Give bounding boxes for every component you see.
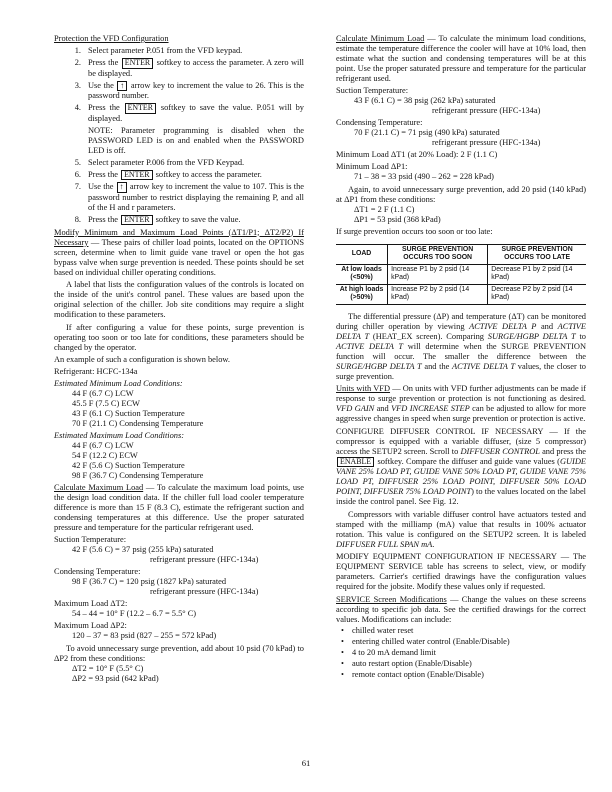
value-line <box>72 461 304 471</box>
italic-text: SURGE/HGBP DELTA T <box>336 361 422 371</box>
list-item-text <box>88 170 304 181</box>
value-continuation-line <box>432 106 586 116</box>
text-run: Refrigerant: HCFC-134a <box>54 366 138 376</box>
label-line <box>54 535 304 545</box>
italic-text: GUIDE VANE 25% LOAD PT, GUIDE VANE 50% LOAD PT, GUIDE VANE 75% LOAD PT, DIFFUSER 25% LOAD POINT, DIFFUSER 50% LOAD POINT, DIFFUSER 75% LOAD POINT <box>336 456 586 496</box>
text-run: can be adjusted to allow for more aggressive changes in speed when surge prevention or protection is active. <box>336 404 586 423</box>
text-run: 70 F (21.1 C) Condensing Temperature <box>72 418 204 428</box>
list-item-text <box>88 182 304 213</box>
text-run: A label that lists the configuration values of the controls is located on the inside of the unit's control panel. These values are based upon the original selection of the chiller. Job site conditions may require a slight modification to these parameters. <box>54 280 304 319</box>
italic-text: DIFFUSER CONTROL <box>460 446 540 456</box>
text-run: MODIFY EQUIPMENT CONFIGURATION IF NECESSARY — The EQUIPMENT SERVICE table has screens to select, view, or modify parameters. Carrier's certified drawings have the configuration values required for the jobsite. Modify these values only if requested. <box>336 552 586 591</box>
text-run: Maximum Load ΔT2: <box>54 599 128 608</box>
underlined-heading-text: Modify Minimum and Maximum Load Points (ΔT1/P1; ΔT2/P2) If Necessary <box>54 227 304 247</box>
list-number: 8. <box>74 214 81 224</box>
bullet-icon: • <box>341 636 344 646</box>
list-item-text <box>88 81 304 102</box>
value-line <box>72 674 304 684</box>
underlined-heading-text: Calculate Minimum Load <box>336 34 425 43</box>
text-run: Minimum Load ΔT1 (at 20% Load): 2 F (1.1 C) <box>336 150 498 159</box>
text-run: 54 – 44 = 10° F (12.2 – 6.7 = 5.5° C) <box>72 609 197 618</box>
softkey-label-box: ENTER <box>125 103 156 114</box>
list-item <box>54 182 304 213</box>
text-run: remote contact option (Enable/Disable) <box>352 669 484 679</box>
text-run: — To calculate the minimum load conditions, estimate the temperature difference the cooler will have at 10% load, then estimate what the suction and condensing temperatures will be at this point. Use the proper saturated pressure and temperature for the particular refrigerant used. <box>336 34 586 83</box>
text-run: — To calculate the maximum load points, use the design load condition data. If the chiller full load cooler temperature difference is more than 15 F (8.3 C), estimate the refrigerant suction and condensing temperatures at this difference. Use the proper saturated pressure and temperature for the particular refrigerant used. <box>54 483 304 532</box>
text-run: ΔT1 = 2 F (1.1 C) <box>354 204 415 214</box>
table-body <box>336 264 586 304</box>
text-run: values, the closer to surge prevention. <box>336 361 586 381</box>
text-run: will determine when the SURGE PREVENTION function will occur. The smaller the difference between the <box>336 341 586 361</box>
value-line <box>72 399 304 409</box>
left-column <box>54 34 304 684</box>
list-number: 4. <box>74 103 81 112</box>
load-cell: At low loads (<50%) <box>336 264 388 284</box>
text-run: Maximum Load ΔP2: <box>54 621 127 630</box>
list-number: 3. <box>74 80 81 90</box>
list-item-text <box>88 58 304 79</box>
text-run: arrow key to increment the value to 26. This is the password number. <box>88 80 304 100</box>
bullet-text <box>352 648 586 658</box>
list-item-text <box>88 103 304 124</box>
text-run: If surge prevention occurs too soon or too late: <box>336 226 493 236</box>
italic-text: Estimated Minimum Load Conditions: <box>54 378 183 388</box>
softkey-label-box: ENTER <box>121 215 152 226</box>
value-line <box>72 664 304 674</box>
underlined-heading-text: Calculate Maximum Load <box>54 483 144 492</box>
italic-text: ACTIVE DELTA P <box>469 321 537 331</box>
text-run: softkey. Compare the diffuser and guide vane values ( <box>375 456 560 466</box>
surge-prevention-table <box>336 244 586 305</box>
value-line <box>72 631 304 641</box>
list-item <box>54 158 304 168</box>
text-run: Condensing Temperature: <box>54 567 141 576</box>
text-run: To avoid unnecessary surge prevention, add about 10 psid (70 kPad) to ΔP2 from these conditions: <box>54 643 304 663</box>
list-item <box>54 81 304 102</box>
softkey-label-box: ENABLE <box>337 457 374 468</box>
paragraph <box>54 228 304 278</box>
bullet-item <box>336 626 586 636</box>
italic-text: VFD GAIN <box>336 404 375 413</box>
value-continuation-line <box>150 555 304 565</box>
paragraph <box>54 280 304 320</box>
underlined-heading-text: Units with VFD <box>336 384 391 393</box>
text-run: — On units with VFD further adjustments can be made if response to surge prevention or protection is not functioning as desired. <box>336 384 587 403</box>
text-run: — These pairs of chiller load points, located on the OPTIONS screen, determine when to limit guide vane travel or open the hot gas bypass valve when surge prevention is needed. These points should be set based on individual chiller operating conditions. <box>54 237 304 277</box>
bullet-icon: • <box>341 625 344 635</box>
text-run: to <box>575 331 586 341</box>
text-run: Condensing Temperature: <box>336 118 423 127</box>
bullet-icon: • <box>341 658 344 668</box>
text-run: (HEAT_EX screen). Comparing <box>369 331 488 341</box>
text-run: 120 – 37 = 83 psid (827 – 255 = 572 kPad) <box>72 631 217 640</box>
label-line <box>336 86 586 96</box>
text-run: chilled water reset <box>352 625 414 635</box>
text-run: Suction Temperature: <box>54 535 127 544</box>
section-heading <box>54 34 304 44</box>
paragraph <box>336 552 586 592</box>
bullet-icon: • <box>341 647 344 657</box>
value-line <box>354 215 586 225</box>
paragraph <box>54 323 304 353</box>
text-run: 42 F (5.6 C) Suction Temperature <box>72 460 185 470</box>
value-line <box>72 419 304 429</box>
underlined-heading-text: Protection the VFD Configuration <box>54 34 169 43</box>
text-run: softkey to access the parameter. <box>153 169 262 179</box>
italic-text: VFD INCREASE STEP <box>391 404 470 413</box>
label-line <box>336 227 586 237</box>
value-line <box>72 577 304 587</box>
text-run: and the <box>421 361 453 371</box>
label-line <box>336 150 586 160</box>
value-line <box>354 205 586 215</box>
paragraph <box>336 34 586 84</box>
paragraph <box>336 384 586 424</box>
text-run: 71 – 38 = 33 psid (490 – 262 = 228 kPad) <box>354 172 494 181</box>
note-paragraph <box>88 126 304 156</box>
underlined-heading-text: SERVICE Screen Modifications <box>336 594 447 604</box>
bullet-text <box>352 637 586 647</box>
paragraph <box>54 644 304 664</box>
text-run: 4 to 20 mA demand limit <box>352 647 436 657</box>
up-arrow-key-box: ↑ <box>117 182 127 193</box>
text-run: CONFIGURE DIFFUSER CONTROL IF NECESSARY — If the compressor is equipped with a variable diffuser, (size 5 compressor) access the SETUP2 screen. Scroll to <box>336 426 586 456</box>
table-header-row <box>336 244 586 264</box>
list-number: 6. <box>74 169 81 179</box>
text-run: Select parameter P.006 from the VFD Keypad. <box>88 157 245 167</box>
label-line <box>54 367 304 377</box>
list-item-text <box>88 215 304 226</box>
text-run: ) to the values located on the label inside the control panel. See Fig. 12. <box>336 487 586 506</box>
italic-text: ACTIVE DELTA T <box>336 321 587 341</box>
table-header-cell: LOAD <box>336 244 388 264</box>
italic-text: ACTIVE DELTA T <box>336 341 404 351</box>
label-line <box>336 118 586 128</box>
value-line <box>72 451 304 461</box>
text-run: 42 F (5.6 C) = 37 psig (255 kPa) saturated <box>72 545 214 554</box>
paragraph <box>336 185 586 205</box>
value-line <box>354 128 586 138</box>
bullet-item <box>336 648 586 658</box>
label-line <box>336 162 586 172</box>
text-run: Use the <box>88 80 117 90</box>
paragraph <box>336 427 586 508</box>
list-number: 7. <box>74 182 81 191</box>
text-run: ΔP1 = 53 psid (368 kPad) <box>354 214 441 224</box>
text-run: Again, to avoid unnecessary surge prevention, add 20 psid (140 kPad) at ΔP1 from these conditions: <box>336 184 586 204</box>
text-run: An example of such a configuration is shown below. <box>54 354 230 364</box>
text-run: . <box>432 539 435 549</box>
text-run: entering chilled water control (Enable/Disable) <box>352 636 510 646</box>
value-line <box>354 172 586 182</box>
text-run: If after configuring a value for these points, surge prevention is operating too soon or too late for conditions, these parameters should be changed by the operator. <box>54 322 304 352</box>
text-run: refrigerant pressure (HFC-134a) <box>150 587 259 596</box>
list-item <box>54 170 304 181</box>
up-arrow-key-box: ↑ <box>117 81 127 92</box>
italic-text: ACTIVE DELTA T <box>452 361 516 371</box>
text-run: arrow key to increment the value to 107. This is the password number to restrict displaying the remaining P, and all of the H and r parameters. <box>88 182 304 212</box>
bullet-text <box>352 670 586 680</box>
load-cell: At high loads (>50%) <box>336 284 388 304</box>
value-line <box>72 441 304 451</box>
italic-text: Estimated Maximum Load Conditions: <box>54 430 185 440</box>
bullet-text <box>352 659 586 669</box>
text-run: Press the <box>88 214 121 224</box>
text-run: 98 F (36.7 C) Condensing Temperature <box>72 470 204 480</box>
paragraph <box>336 510 586 550</box>
list-item <box>54 46 304 56</box>
value-line <box>72 545 304 555</box>
value-line <box>72 389 304 399</box>
text-run: and press the <box>539 446 586 456</box>
paragraph <box>336 595 586 625</box>
text-run: Compressors with variable diffuser control have actuators tested and stamped with the milliamp (mA) value that results in 100% actuator rotation. This value is configured on the SETUP2 screen. It is labeled <box>336 509 586 539</box>
list-item <box>54 103 304 124</box>
text-run: Select parameter P.051 from the VFD keypad. <box>88 46 243 55</box>
label-line <box>54 599 304 609</box>
text-run: Minimum Load ΔP1: <box>336 162 408 171</box>
paragraph <box>336 312 586 382</box>
list-number: 1. <box>74 46 81 55</box>
right-column <box>336 34 586 680</box>
text-run: softkey to save the value. P.051 will by displayed. <box>88 103 304 123</box>
text-run: 43 F (6.1 C) Suction Temperature <box>72 408 185 418</box>
text-run: Press the <box>88 169 121 179</box>
text-run: and <box>374 404 392 413</box>
too-late-cell: Decrease P2 by 2 psid (14 kPad) <box>488 284 586 304</box>
italic-text: DIFFUSER FULL SPAN mA <box>336 539 433 549</box>
softkey-label-box: ENTER <box>121 170 152 181</box>
text-run: 70 F (21.1 C) = 71 psig (490 kPa) saturated <box>354 128 500 137</box>
text-run: — Change the values on these screens according to specific job data. See the certified drawings for the correct values. Modifications can include: <box>336 594 587 624</box>
value-line <box>72 609 304 619</box>
text-run: refrigerant pressure (HFC-134a) <box>432 106 541 115</box>
label-line <box>54 355 304 365</box>
text-run: 54 F (12.2 C) ECW <box>72 450 138 460</box>
too-soon-cell: Increase P2 by 2 psid (14 kPad) <box>388 284 488 304</box>
label-line <box>54 621 304 631</box>
text-run: Suction Temperature: <box>336 86 409 95</box>
list-item-text <box>88 46 304 56</box>
text-run: The differential pressure (ΔP) and temperature (ΔT) can be monitored during chiller operation by viewing <box>336 311 586 331</box>
text-run: auto restart option (Enable/Disable) <box>352 658 472 668</box>
table-header-cell: SURGE PREVENTION OCCURS TOO LATE <box>488 244 586 264</box>
list-item <box>54 215 304 226</box>
list-number: 2. <box>74 58 81 67</box>
value-line <box>72 409 304 419</box>
text-run: 98 F (36.7 C) = 120 psig (1827 kPa) saturated <box>72 577 227 586</box>
text-run: softkey to save the value. <box>153 214 241 224</box>
italic-text: SURGE/HGBP DELTA T <box>487 331 576 341</box>
table-row <box>336 264 586 284</box>
text-run: 45.5 F (7.5 C) ECW <box>72 398 140 408</box>
text-run: ΔP2 = 93 psid (642 kPad) <box>72 673 159 683</box>
value-line <box>72 471 304 481</box>
bullet-item <box>336 670 586 680</box>
too-soon-cell: Increase P1 by 2 psid (14 kPad) <box>388 264 488 284</box>
too-late-cell: Decrease P1 by 2 psid (14 kPad) <box>488 264 586 284</box>
value-continuation-line <box>150 587 304 597</box>
text-run: Press the <box>88 103 124 112</box>
text-run: and <box>536 321 558 331</box>
text-run: Press the <box>88 58 121 67</box>
page-number: 61 <box>301 758 311 768</box>
table-row <box>336 284 586 304</box>
bullet-icon: • <box>341 669 344 679</box>
table-head <box>336 244 586 264</box>
text-run: ΔT2 = 10° F (5.5° C) <box>72 663 144 673</box>
table-header-cell: SURGE PREVENTION OCCURS TOO SOON <box>388 244 488 264</box>
text-run: refrigerant pressure (HFC-134a) <box>150 555 259 564</box>
text-run: NOTE: Parameter programming is disabled when the PASSWORD LED is on and enabled when the PASSWORD LED is off. <box>88 125 304 155</box>
bullet-item <box>336 637 586 647</box>
value-continuation-line <box>432 138 586 148</box>
text-run: 43 F (6.1 C) = 38 psig (262 kPa) saturated <box>354 96 496 105</box>
text-run: 44 F (6.7 C) LCW <box>72 440 134 450</box>
label-line <box>54 379 304 389</box>
softkey-label-box: ENTER <box>122 58 153 69</box>
label-line <box>54 431 304 441</box>
text-run: Use the <box>88 182 116 191</box>
text-run: refrigerant pressure (HFC-134a) <box>432 138 541 147</box>
text-run: 44 F (6.7 C) LCW <box>72 388 134 398</box>
paragraph <box>54 483 304 533</box>
bullet-text <box>352 626 586 636</box>
list-item-text <box>88 158 304 168</box>
value-line <box>354 96 586 106</box>
text-run: softkey to access the parameter. A zero will be displayed. <box>88 58 304 78</box>
bullet-item <box>336 659 586 669</box>
label-line <box>54 567 304 577</box>
list-item <box>54 58 304 79</box>
list-number: 5. <box>74 157 81 167</box>
